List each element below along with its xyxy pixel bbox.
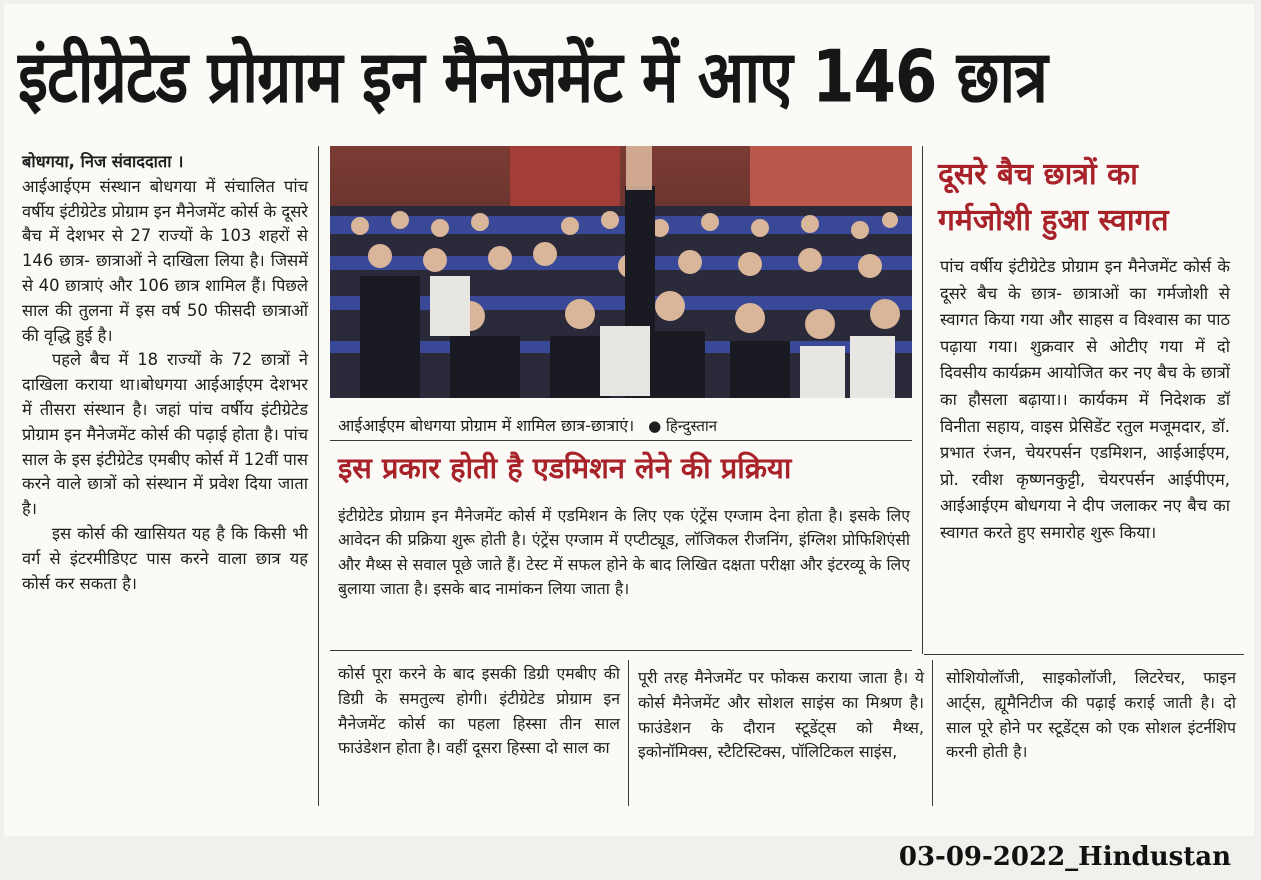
bottom-column-2: पूरी तरह मैनेजमेंट पर फोकस कराया जाता है। ये कोर्स मैनेजमेंट और सोशल साइंस का मिश्रण है। फाउंडेशन के दौरान स्टूडेंट्स को मैथ्स, इकोनॉमिक्स, स्टैटिस्टिक्स, पॉलिटिकल साइंस, [638, 668, 924, 762]
left-paragraph-1: आईआईएम संस्थान बोधगया में संचालित पांच वर्षीय इंटीग्रेटेड प्रोग्राम इन मैनेजमेंट कोर्स के दूसरे बैच में देशभर से 27 राज्यों के 103 शहरों से 146 छात्र- छात्राओं ने दाखिला लिया है। जिसमें से 40 छात्राएं और 106 छात्र शामिल हैं। पिछले साल की तुलना में इस वर्ष 50 फीसदी छात्राओं की वृद्धि हुई है। [22, 176, 308, 345]
left-column [22, 150, 308, 596]
left-paragraph-3: इस कोर्स की खासियत यह है कि किसी भी वर्ग से इंटरमीडिएट पास करने वाला छात्र यह कोर्स कर सकता है। [22, 523, 308, 593]
bottom-rule-1 [628, 660, 629, 806]
photo-credit: ● हिन्दुस्तान [648, 417, 718, 435]
admission-rule [330, 650, 912, 651]
right-body: पांच वर्षीय इंटीग्रेटेड प्रोग्राम इन मैनेजमेंट कोर्स के दूसरे बैच के छात्र- छात्राओं का गर्मजोशी से स्वागत किया गया और साहस व विश्वास का पाठ पढ़ाया गया। शुक्रवार से ओटीए गया में दो दिवसीय कार्यक्रम आयोजित कर नए बैच के छात्रों का हौसला बढ़ाया।। कार्यकम में निदेशक डॉ विनीता सहाय, वाइस प्रेसिडेंट रतुल मजूमदार, डॉ. प्रभात रंजन, चेयरपर्सन एडमिशन, आईआईएम, प्रो. रवीश कृष्णनकुट्टी, चेयरपर्सन आईपीएम, आईआईएम बोधगया ने दीप जलाकर नए बैच का स्वागत करते हुए समारोह शुरू किया। [940, 257, 1230, 542]
caption-rule [330, 440, 912, 441]
bottom-column-1: कोर्स पूरा करने के बाद इसकी डिग्री एमबीए की डिग्री के समतुल्य होगी। इंटीग्रेटेड प्रोग्राम इन मैनेजमेंट कोर्स का पहला हिस्सा तीन साल फाउंडेशन होता है। वहीं दूसरा हिस्सा दो साल का [338, 664, 620, 758]
event-photo [330, 146, 912, 398]
caption-text: आईआईएम बोधगया प्रोग्राम में शामिल छात्र-छात्राएं। [338, 416, 635, 435]
dateline: बोधगया, निज संवाददाता । [22, 152, 184, 171]
bottom-column-3: सोशियोलॉजी, साइकोलॉजी, लिटरेचर, फाइन आर्ट्स, ह्यूमैनिटीज की पढ़ाई कराई जाती है। दो साल पूरे होने पर स्टूडेंट्स को एक सोशल इंटर्नशिप करनी होती है। [946, 668, 1236, 762]
admission-heading: इस प्रकार होती है एडमिशन लेने की प्रक्रिया [338, 451, 792, 485]
right-column-rule [924, 654, 1244, 655]
left-paragraph-2: पहले बैच में 18 राज्यों के 72 छात्रों ने दाखिला कराया था।बोधगया आईआईएम देशभर में तीसरा संस्थान है। जहां पांच वर्षीय इंटीग्रेटेड प्रोग्राम इन मैनेजमेंट कोर्स की पढ़ाई होता है। पांच साल के इस इंटीग्रेटेड एमबीए कोर्स में 12वीं पास करने वाले छात्रों को संस्थान में प्रवेश दिया जाता है। [22, 350, 308, 519]
column-rule-left [318, 146, 319, 806]
photo-caption [338, 414, 717, 436]
right-heading: दूसरे बैच छात्रों का गर्मजोशी हुआ स्वागत [938, 157, 1169, 238]
bottom-rule-2 [932, 660, 933, 806]
admission-body: इंटीग्रेटेड प्रोग्राम इन मैनेजमेंट कोर्स में एडमिशन के लिए एक एंट्रेंस एग्जाम देना होता है। इसके लिए आवेदन की प्रक्रिया शुरू होती है। एंट्रेंस एग्जाम में एप्टीट्यूड, लॉजिकल रीजनिंग, इंग्लिश प्रोफिशिएंसी और मैथ्स से सवाल पूछे जाते हैं। टेस्ट में सफल होने के बाद लिखित दक्षता परीक्षा और इंटरव्यू के लिए बुलाया जाता है। इसके बाद नामांकन लिया जाता है। [338, 506, 910, 599]
newspaper-clipping [4, 4, 1254, 836]
column-rule-right [922, 146, 923, 654]
source-footer: 03-09-2022_Hindustan [898, 842, 1231, 872]
headline: इंटीग्रेटेड प्रोग्राम इन मैनेजमेंट में आए 146 छात्र [18, 35, 1047, 120]
auditorium-photo-image [330, 146, 912, 398]
